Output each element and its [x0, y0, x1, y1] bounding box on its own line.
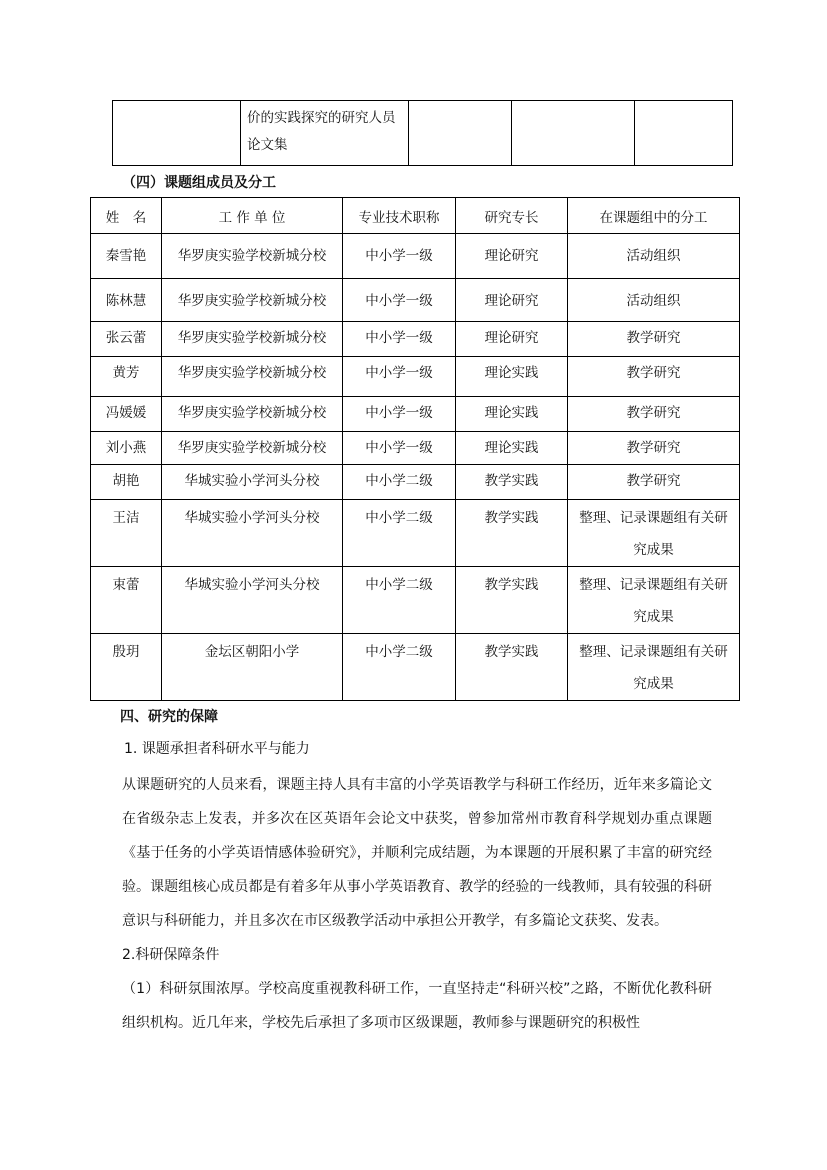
table-row	[91, 500, 740, 567]
table-cell: 教学研究	[568, 465, 740, 500]
table-cell: 教学实践	[456, 500, 568, 567]
paragraph: 从课题研究的人员来看，课题主持人具有丰富的小学英语教学与科研工作经历，近年来多篇论文在省级杂志上发表，并多次在区英语年会论文中获奖，曾参加常州市教育科学规划办重点课题《基于任务的小学英语情感体验研究》，并顺利完成结题，为本课题的开展积累了丰富的研究经验。课题组核心成员都是有着多年从事小学英语教育、教学的经验的一线教师，具有较强的科研意识与科研能力，并且多次在市区级教学活动中承担公开教学，有多篇论文获奖、发表。	[122, 777, 712, 929]
table-row	[91, 279, 740, 322]
column-header: 姓 名	[91, 198, 162, 234]
table-cell: 教学实践	[456, 567, 568, 634]
table-cell	[113, 101, 241, 166]
column-header: 专业技术职称	[343, 198, 456, 234]
table-row	[91, 634, 740, 701]
table-cell: 教学实践	[456, 465, 568, 500]
table-cell: 活动组织	[568, 279, 740, 322]
table-cell: 中小学一级	[343, 322, 456, 357]
table-cell: 冯媛媛	[91, 397, 162, 432]
table-cell: 华罗庚实验学校新城分校	[162, 397, 343, 432]
paragraph: （1）科研氛围浓厚。学校高度重视教科研工作，一直坚持走“科研兴校”之路，不断优化教科研组织机构。近几年来，学校先后承担了多项市区级课题，教师参与课题研究的积极性	[122, 981, 712, 1031]
table-cell: 理论实践	[456, 397, 568, 432]
table-cell: 华城实验小学河头分校	[162, 567, 343, 634]
table-cell: 中小学一级	[343, 357, 456, 397]
table-cell: 中小学二级	[343, 634, 456, 701]
table-cell: 刘小燕	[91, 432, 162, 465]
table-cell	[635, 101, 733, 166]
table-cell: 教学研究	[568, 322, 740, 357]
table-cell: 中小学二级	[343, 465, 456, 500]
table-row	[91, 322, 740, 357]
table-row	[91, 397, 740, 432]
table-row	[91, 432, 740, 465]
table-cell	[409, 101, 512, 166]
table-row	[91, 357, 740, 397]
members-table	[90, 197, 740, 701]
table-cell: 活动组织	[568, 234, 740, 279]
table-row	[91, 567, 740, 634]
subsection-heading: 2.科研保障条件	[122, 947, 220, 963]
table-cell: 中小学一级	[343, 432, 456, 465]
table-header-row	[91, 198, 740, 234]
subsection-heading: 1. 课题承担者科研水平与能力	[124, 741, 310, 757]
table-cell: 理论实践	[456, 432, 568, 465]
table-cell: 束蕾	[91, 567, 162, 634]
table-cell: 华城实验小学河头分校	[162, 500, 343, 567]
table-cell: 中小学二级	[343, 567, 456, 634]
table-cell: 黄芳	[91, 357, 162, 397]
table-cell: 理论研究	[456, 322, 568, 357]
table-cell: 华罗庚实验学校新城分校	[162, 432, 343, 465]
table-cell: 张云蕾	[91, 322, 162, 357]
table-cell: 胡艳	[91, 465, 162, 500]
table-row	[91, 234, 740, 279]
column-header: 在课题组中的分工	[568, 198, 740, 234]
table-cell: 价的实践探究的研究人员论文集	[241, 101, 409, 166]
table-cell: 华罗庚实验学校新城分校	[162, 234, 343, 279]
section-heading: 四、研究的保障	[120, 709, 218, 725]
table-cell: 陈林慧	[91, 279, 162, 322]
table-cell: 理论实践	[456, 357, 568, 397]
table-cell: 华罗庚实验学校新城分校	[162, 279, 343, 322]
table-cell: 教学实践	[456, 634, 568, 701]
table-cell: 中小学一级	[343, 234, 456, 279]
table-cell: 中小学二级	[343, 500, 456, 567]
section-subtitle: （四）课题组成员及分工	[122, 175, 276, 191]
table-cell: 教学研究	[568, 432, 740, 465]
table-cell: 整理、记录课题组有关研究成果	[568, 567, 740, 634]
table-cell: 整理、记录课题组有关研究成果	[568, 634, 740, 701]
table-cell: 王洁	[91, 500, 162, 567]
table-cell: 教学研究	[568, 397, 740, 432]
table-cell	[512, 101, 635, 166]
table-cell: 殷玥	[91, 634, 162, 701]
table-row	[91, 465, 740, 500]
section-body	[122, 768, 712, 1040]
column-header: 研究专长	[456, 198, 568, 234]
table-cell: 整理、记录课题组有关研究成果	[568, 500, 740, 567]
table-cell: 华城实验小学河头分校	[162, 465, 343, 500]
table-cell: 华罗庚实验学校新城分校	[162, 357, 343, 397]
previous-table-continuation	[112, 100, 733, 166]
table-cell: 理论研究	[456, 279, 568, 322]
table-cell: 秦雪艳	[91, 234, 162, 279]
table-cell: 中小学一级	[343, 279, 456, 322]
table-row	[113, 101, 733, 166]
table-cell: 华罗庚实验学校新城分校	[162, 322, 343, 357]
table-cell: 理论研究	[456, 234, 568, 279]
table-cell: 中小学一级	[343, 397, 456, 432]
table-cell: 金坛区朝阳小学	[162, 634, 343, 701]
column-header: 工 作 单 位	[162, 198, 343, 234]
table-cell: 教学研究	[568, 357, 740, 397]
